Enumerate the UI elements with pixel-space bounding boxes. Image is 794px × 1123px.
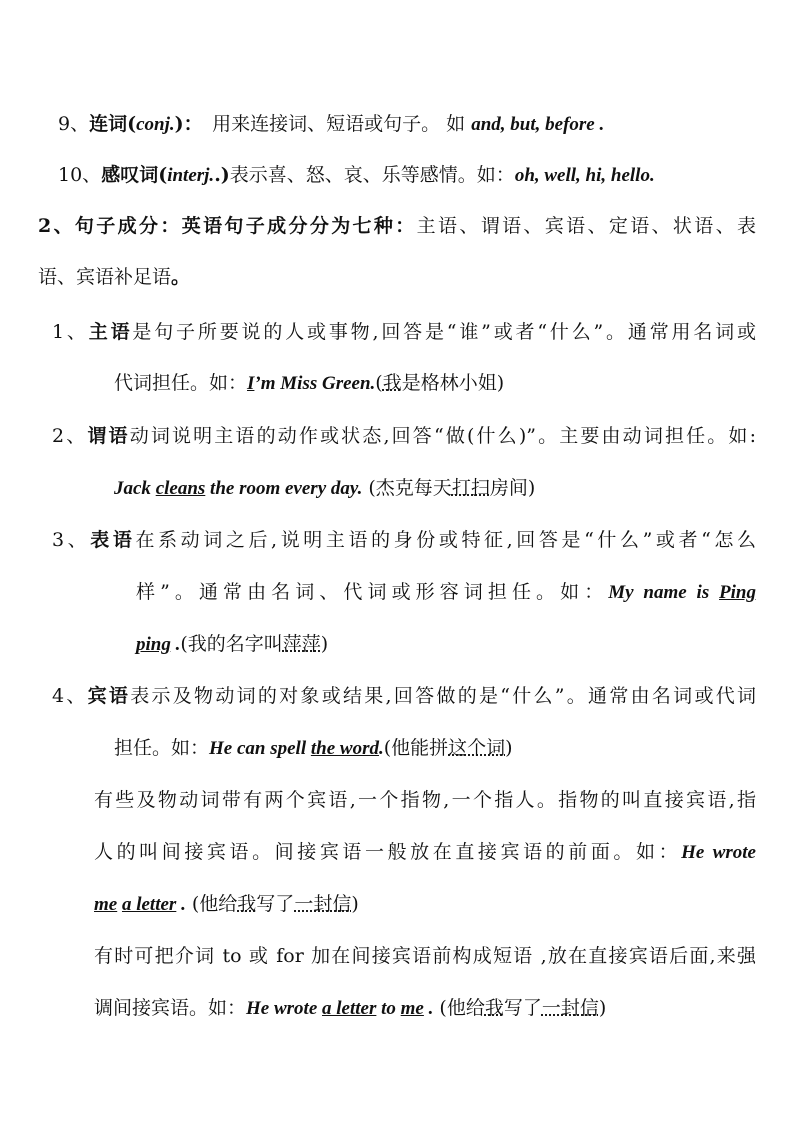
example: .	[423, 998, 434, 1019]
example-underlined: a letter	[322, 998, 377, 1019]
definition: 用来连接词、短语或句子。 如	[193, 113, 472, 135]
text: 有时可把介词 to 或 for 加在间接宾语前构成短语 ,放在直接宾语后面,来强	[94, 945, 756, 967]
item-number: 9、	[58, 113, 90, 135]
predicative-example	[136, 631, 328, 658]
abbr: conj.	[136, 114, 175, 135]
double-object-paragraph-line2	[94, 839, 756, 866]
translation: )	[320, 633, 329, 655]
item-number: 4、	[52, 685, 88, 707]
text: 主语、谓语、宾语、定语、状语、表	[416, 215, 756, 237]
text: 人的叫间接宾语。间接宾语一般放在直接宾语的前面。如：	[94, 841, 682, 863]
definition: 表示喜、怒、哀、乐等感情。如：	[229, 164, 515, 186]
abbr: interj.	[167, 165, 215, 186]
example: oh, well, hi, hello.	[514, 165, 655, 186]
text: 担任。如：	[114, 737, 210, 759]
example: the room every day.	[205, 478, 363, 499]
object-example	[114, 735, 513, 762]
example-underlined: ping	[136, 634, 171, 655]
line-9-conjunction	[58, 111, 604, 138]
translation: 是格林小姐)	[401, 372, 505, 394]
translation: 写了	[256, 893, 295, 915]
translation: )	[351, 893, 359, 915]
text: 动词说明主语的动作或状态,回答“做(什么)”。主要由动词担任。如:	[129, 425, 756, 447]
translation: (他给	[433, 997, 485, 1019]
translation-underlined: 我	[484, 997, 504, 1019]
paren: )：	[174, 113, 194, 135]
text: 有些及物动词带有两个宾语,一个指物,一个指人。指物的叫直接宾语,指	[94, 789, 756, 811]
example: .	[176, 894, 186, 915]
paren: (	[158, 164, 168, 186]
translation-underlined: 一封信	[541, 997, 599, 1019]
double-object-paragraph-line1	[94, 787, 756, 813]
example: and, but, before .	[471, 114, 605, 135]
translation: (他给	[185, 893, 238, 915]
period: 。	[171, 266, 191, 288]
example: He wrote	[681, 842, 756, 863]
example-underlined: the word	[310, 738, 379, 759]
translation: (我的名字叫	[180, 633, 283, 655]
translation: 写了	[503, 997, 542, 1019]
text: 是句子所要说的人或事物,回答是“谁”或者“什么”。通常用名词或	[132, 321, 756, 343]
item-predicate	[52, 423, 756, 449]
term: 谓语	[87, 425, 130, 447]
example-underlined: Ping	[719, 582, 756, 603]
item-number: 10、	[58, 164, 102, 186]
preposition-example	[94, 995, 606, 1022]
predicate-example	[114, 475, 535, 502]
predicative-continuation	[136, 579, 756, 606]
heading: 2、句子成分：英语句子成分分为七种：	[38, 215, 417, 237]
line-10-interjection	[58, 162, 655, 189]
translation-underlined: 萍萍	[282, 633, 321, 655]
line-continuation	[38, 264, 190, 290]
paren: .)	[214, 164, 230, 186]
translation-underlined: 我	[237, 893, 257, 915]
example: He wrote	[246, 998, 323, 1019]
translation-underlined: 一封信	[294, 893, 352, 915]
item-number: 1、	[52, 321, 89, 343]
term: 表语	[90, 529, 136, 551]
section-heading-sentence-components	[38, 213, 756, 239]
text: 代词担任。如：	[114, 372, 248, 394]
translation-underlined: 打扫	[451, 477, 490, 499]
double-object-example	[94, 891, 359, 918]
preposition-paragraph-line1	[94, 943, 756, 969]
text: 调间接宾语。如：	[94, 997, 247, 1019]
term: 主语	[88, 321, 133, 343]
item-number: 2、	[52, 425, 88, 447]
translation: )	[505, 737, 513, 759]
item-predicative	[52, 527, 756, 553]
item-subject	[52, 319, 756, 345]
example: .	[378, 738, 384, 759]
translation: (杰克每天	[362, 477, 452, 499]
example: He can spell	[209, 738, 311, 759]
item-number: 3、	[52, 529, 91, 551]
example: Jack	[114, 478, 156, 499]
text: 表示及物动词的对象或结果,回答做的是“什么”。通常由名词或代词	[130, 685, 757, 707]
example: My name is	[608, 582, 720, 603]
term: 感叹词	[101, 164, 159, 186]
translation-underlined: 我	[382, 372, 402, 394]
example: to	[376, 998, 401, 1019]
term: 连词	[89, 113, 128, 135]
text: 样”。通常由名词、代词或形容词担任。如：	[136, 581, 609, 603]
example: .	[170, 634, 181, 655]
example: ’m Miss Green.	[254, 373, 376, 394]
example-underlined: cleans	[155, 478, 206, 499]
subject-example	[114, 370, 504, 397]
paren: (	[127, 113, 137, 135]
text: 在系动词之后,说明主语的身份或特征,回答是“什么”或者“怎么	[135, 529, 756, 551]
term: 宾语	[87, 685, 131, 707]
example-underlined: me	[400, 998, 424, 1019]
item-object	[52, 683, 756, 709]
example-underlined: a letter	[121, 894, 177, 915]
translation: 房间)	[489, 477, 536, 499]
translation: )	[598, 997, 607, 1019]
example-underlined: me	[94, 894, 118, 915]
example-underlined: I	[247, 373, 255, 394]
translation-underlined: 这个词	[448, 737, 506, 759]
paren: (	[375, 372, 383, 394]
text: 语、宾语补足语	[38, 266, 172, 288]
translation: (他能拼	[383, 737, 449, 759]
